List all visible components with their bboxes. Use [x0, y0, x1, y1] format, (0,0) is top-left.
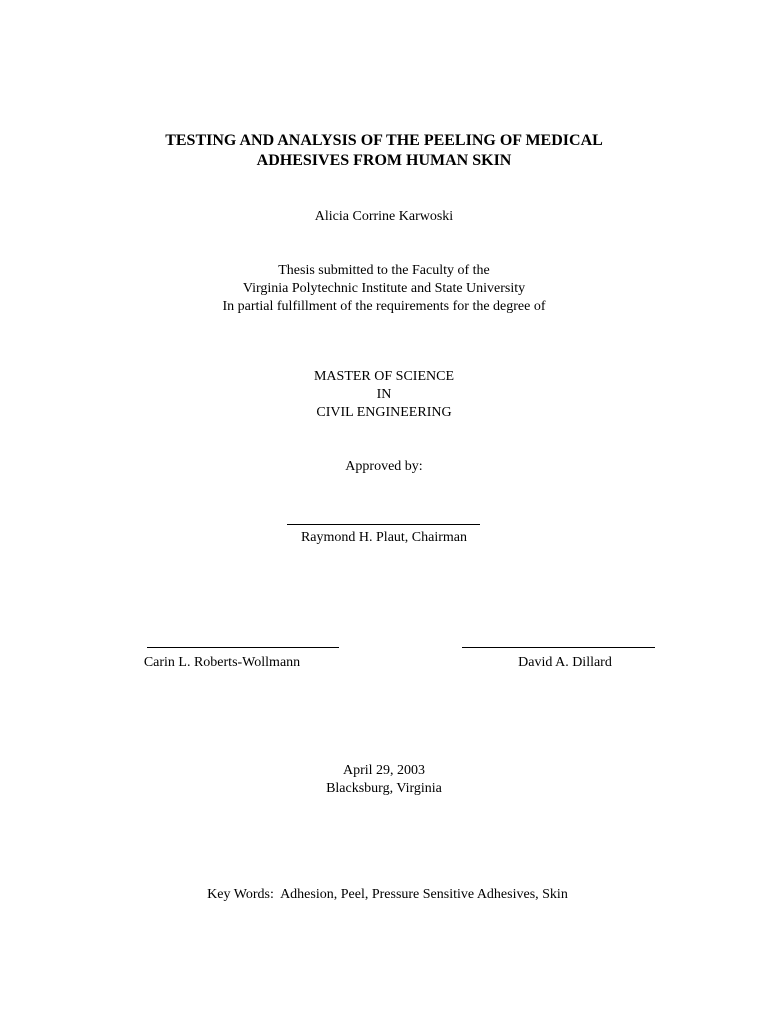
member1-signature-line: [147, 647, 339, 648]
member1-name: Carin L. Roberts-Wollmann: [143, 655, 301, 670]
approved-by-label: Approved by:: [345, 459, 423, 474]
title-line-2: ADHESIVES FROM HUMAN SKIN: [256, 152, 512, 169]
degree-field: CIVIL ENGINEERING: [316, 405, 452, 420]
degree-connector: IN: [376, 387, 392, 402]
author-name: Alicia Corrine Karwoski: [314, 209, 454, 224]
thesis-title: [0, 131, 768, 171]
submission-line-2: Virginia Polytechnic Institute and State University: [242, 281, 526, 296]
chairman-name: Raymond H. Plaut, Chairman: [300, 530, 468, 545]
keywords: [0, 868, 768, 904]
keywords-text: Key Words: Adhesion, Peel, Pressure Sensitive Adhesives, Skin: [207, 887, 568, 902]
location: Blacksburg, Virginia: [326, 781, 442, 796]
member2-name: David A. Dillard: [518, 655, 612, 670]
member2-signature-line: [462, 647, 655, 648]
title-line-1: TESTING AND ANALYSIS OF THE PEELING OF MEDICAL: [165, 132, 603, 149]
submission-line-1: Thesis submitted to the Faculty of the: [278, 263, 490, 278]
degree-name: MASTER OF SCIENCE: [313, 369, 455, 384]
submission-statement: [0, 262, 768, 316]
submission-date: April 29, 2003: [342, 763, 426, 778]
date-location-block: [0, 762, 768, 798]
degree-block: [0, 368, 768, 422]
submission-line-3: In partial fulfillment of the requirements for the degree of: [222, 299, 546, 314]
chairman-signature-line: [287, 524, 480, 525]
